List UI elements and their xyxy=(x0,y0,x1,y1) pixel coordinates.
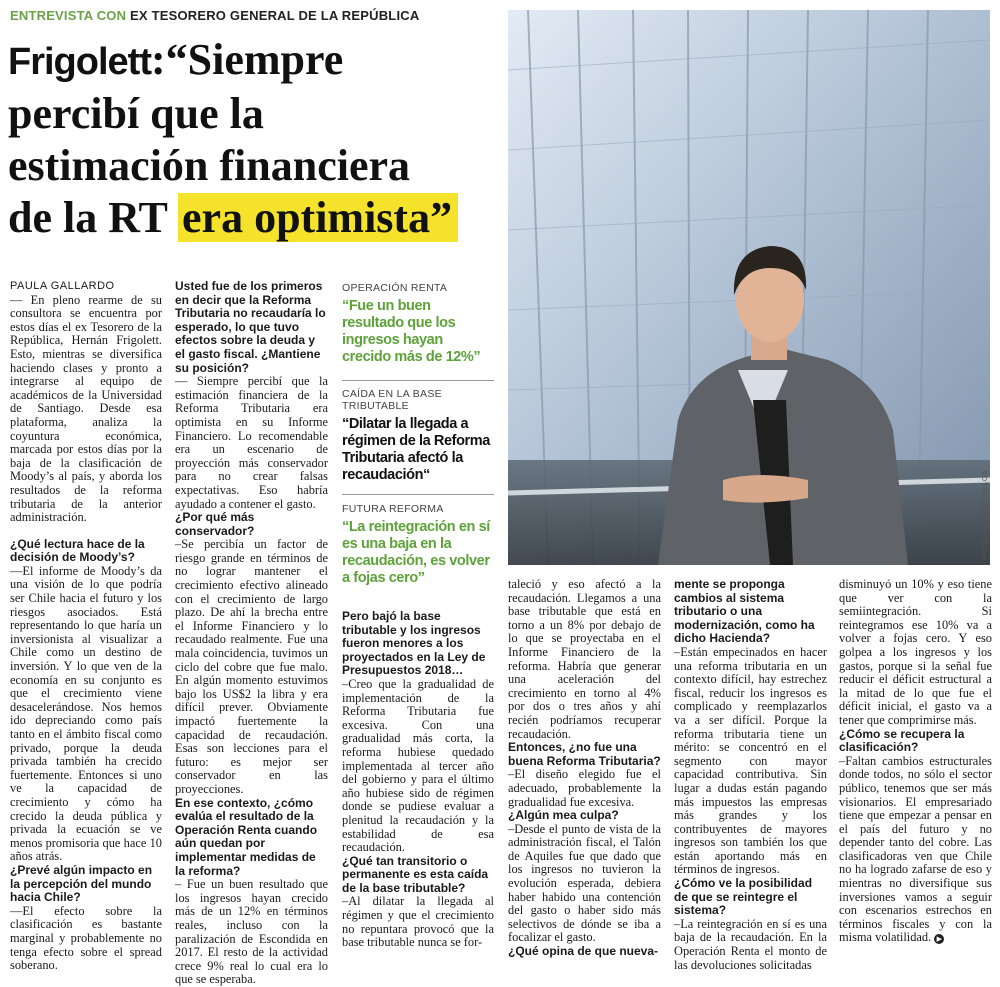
headline-line2: percibí que la xyxy=(8,89,264,138)
pull-quote-3 xyxy=(342,503,494,587)
article-column-3 xyxy=(342,610,494,950)
headline xyxy=(8,34,500,244)
answer: —El informe de Moody’s da una visión de lo que podría ser Chile hacia el futuro y los riesgos asociados. Está representando lo que haría un inversionista al visualizar a Chile como un destino de inversión. Y lo que ven de la economía en su conjunto es que el crecimiento viene desacelerándose. Nos hemos ido depreciando como país tanto en el ámbito fiscal como privado, porque la deuda privada también ha crecido fuertemente. Entonces si uno ve la capacidad de crecimiento y cómo ha crecido la deuda pública y privada la ecuación se ve menos promisoria que hace 10 años atrás. xyxy=(10,563,162,864)
article-column-5 xyxy=(674,578,827,972)
question: ¿Qué lectura hace de la decisión de Moody’s? xyxy=(10,536,145,565)
headline-name: Frigolett xyxy=(8,41,151,83)
answer-text: –Faltan cambios estructurales donde todos, no sólo el sector público, tenemos que ser más visionarios. El empresariado tiene que empezar a pensar en el país del futuro y no depender tanto del cobre. Las clasificadoras ven que Chile no ha logrado zafarse de eso y mientras no diversifique sus inversiones vamos a seguir con escenarios estrechos en términos fiscales y con la misma volatilidad. xyxy=(839,753,992,945)
answer xyxy=(839,755,992,945)
article-column-6 xyxy=(839,578,992,945)
question: Entonces, ¿no fue una buena Reforma Tributaria? xyxy=(508,740,661,768)
answer: –Desde el punto de vista de la administración fiscal, el Talón de Aquiles fue que dado que los ingresos no tuvieron la evolución esperada, debiera haber habido una contención del gasto o haber sido más selectivos de dónde se iba a focalizar el gasto. xyxy=(508,821,661,945)
question: ¿Cómo ve la posibilidad de que se reintegre el sistema? xyxy=(674,876,813,918)
pull-quote-label: FUTURA REFORMA xyxy=(342,503,444,515)
pull-quote-label: CAÍDA EN LA BASE TRIBUTABLE xyxy=(342,388,442,412)
pull-quote-label: OPERACIÓN RENTA xyxy=(342,282,448,294)
kicker-prefix: ENTREVISTA CON xyxy=(10,8,127,23)
answer: —El efecto sobre la clasificación es bastante marginal y probablemente no tenga efecto sobre el spread soberano. xyxy=(10,903,162,973)
answer: –Se percibía un factor de riesgo grande en términos de no lograr mantener el crecimiento efectivo alineado con el crecimiento de largo plazo. De ahí la brecha entre el Informe Financiero y lo recaudado realmente. Fue una mala coincidencia, tuvimos un ciclo del cobre que fue malo. En algún momento estuvimos bajo los US$2 la libra y era difícil prever. Obviamente impactó fuertemente la capacidad de recaudación. Esas son lecciones para el futuro: es mejor ser conservador en las proyecciones. xyxy=(175,537,328,796)
headline-line4: de la RT xyxy=(8,193,168,242)
answer: –Creo que la gradualidad de implementación de la Reforma Tributaria fue excesiva. Con una gradualidad más corta, la reforma hubiese quedado implementada al tercer año del gobierno y para el último año hubiese sido de régimen donde se pudiese evaluar a plenitud la recaudación y la estabilidad de esa recaudación. xyxy=(342,676,494,855)
headline-line3: estimación financiera xyxy=(8,141,411,190)
pull-quote-text: “Fue un buen resultado que los ingresos hayan crecido más de 12%” xyxy=(342,298,481,365)
question: ¿Prevé algún impacto en la percepción del mundo hacia Chile? xyxy=(10,862,153,905)
answer: –Están empecinados en hacer una reforma tributaria en un contexto difícil, hay estrechez fiscal, reducir los ingresos es complicado y reemplazarlos va a ser difícil. Porque la reforma tributaria tiene un mérito: se concentró en el segmento con mayor capacidad contributiva. Sin lugar a dudas están pagando más impuestos las empresas más grandes y los contribuyentes de mayores ingresos son también los que están aportando más en términos de ingresos. xyxy=(674,644,827,877)
pull-quote-2 xyxy=(342,388,494,484)
question: ¿Qué opina de que nueva- xyxy=(508,944,659,959)
answer: – Fue un buen resultado que los ingresos hayan crecido más de un 12% en términos reales, incluso con la paralización de Escondida en 2017. El resto de la actividad crece 9% real lo cual era lo que se esperaba. xyxy=(175,877,328,987)
answer: taleció y eso afectó a la recaudación. Llegamos a una base tributable que está en torno a un 8% por debajo de lo que se proyectaba en el Informe Financiero de la reforma. Habría que generar una aceleración del crecimiento en torno al 4% por dos o tres años y ahí recién podríamos recuperar recaudación. xyxy=(508,577,661,741)
question: ¿Por qué más conservador? xyxy=(175,510,255,538)
byline: PAULA GALLARDO xyxy=(10,280,115,292)
answer: — Siempre percibí que la estimación financiera de la Reforma Tributaria era optimista en su Informe Financiero. Lo recomendable era un escenario de proyección más conservador para no crear falsas expectativas. Eso habría ayudado a contener el gasto. xyxy=(175,374,328,511)
pull-quote-text: “Dilatar la llegada a régimen de la Reforma Tributaria afectó la recaudación“ xyxy=(342,416,490,483)
headline-highlight: era optimista” xyxy=(178,193,458,242)
answer: –Al dilatar la llegada al régimen y que el crecimiento no repuntara provocó que la base tributable nunca se for- xyxy=(342,894,494,950)
answer: disminuyó un 10% y eso tiene que ver con la semiintegración. Si reintegramos ese 10% va a volver a fojas cero. Y eso golpea a los ingresos y los gastos, porque si la señal fue reducir el déficit estructural a la mitad de lo que fue el déficit inicial, el gasto va a tener que comprimirse más. xyxy=(839,577,992,727)
divider xyxy=(342,494,494,495)
divider xyxy=(342,380,494,381)
answer: –El diseño elegido fue el adecuado, probablemente la gradualidad fue excesiva. xyxy=(508,767,661,809)
article-column-2 xyxy=(175,280,328,987)
question: ¿Cómo se recupera la clasificación? xyxy=(839,726,965,755)
headline-line1: :“Siempre xyxy=(150,35,344,84)
question: Usted fue de los primeros en decir que la Reforma Tributaria no recaudaría lo esperado, lo que tuvo efectos sobre la deuda y el gasto fiscal. ¿Mantiene su posición? xyxy=(175,279,326,375)
photo-credit: FOTO: RICHARD ULLOA xyxy=(982,470,989,560)
pull-quote-text: “La reintegración en sí es una baja en la recaudación, es volver a fojas cero” xyxy=(342,519,490,586)
question: ¿Algún mea culpa? xyxy=(508,808,619,823)
article-column-4 xyxy=(508,578,661,959)
intro-paragraph: — En pleno rearme de su consultora se encuentra por estos días el ex Tesorero de la República, Hernán Frigolett. Esto, mientras se diversifica haciendo clases y pronto a integrarse al equipo de académicos de la Universidad de Santiago. Desde esa plataforma, analiza la coyuntura económica, marcada por estos días por la baja de la clasificación de Moody’s al país, y aborda los resultados de la reforma tributaria de la anterior administración. xyxy=(10,292,162,525)
question: En ese contexto, ¿cómo evalúa el resultado de la Operación Renta cuando aún quedan por implementar medidas de la reforma? xyxy=(175,795,318,878)
question: Pero bajó la base tributable y los ingresos fueron menores a los proyectados en la Ley de Presupuestos 2018… xyxy=(342,609,486,678)
kicker-text: EX TESORERO GENERAL DE LA REPÚBLICA xyxy=(130,8,420,23)
end-mark-icon: ▶ xyxy=(934,934,944,944)
portrait-illustration xyxy=(508,10,990,565)
question: mente se proponga cambios al sistema tributario o una modernización, como ha dicho Hacienda? xyxy=(674,577,815,646)
portrait-photo xyxy=(508,10,990,565)
question: ¿Qué tan transitorio o permanente es esta caída de la base tributable? xyxy=(342,853,489,895)
article-column-1 xyxy=(10,280,162,973)
section-kicker xyxy=(10,8,490,23)
pull-quote-1 xyxy=(342,282,494,366)
answer: –La reintegración en sí es una baja de la recaudación. En la Operación Renta el monto de las devoluciones solicitadas xyxy=(674,916,827,972)
